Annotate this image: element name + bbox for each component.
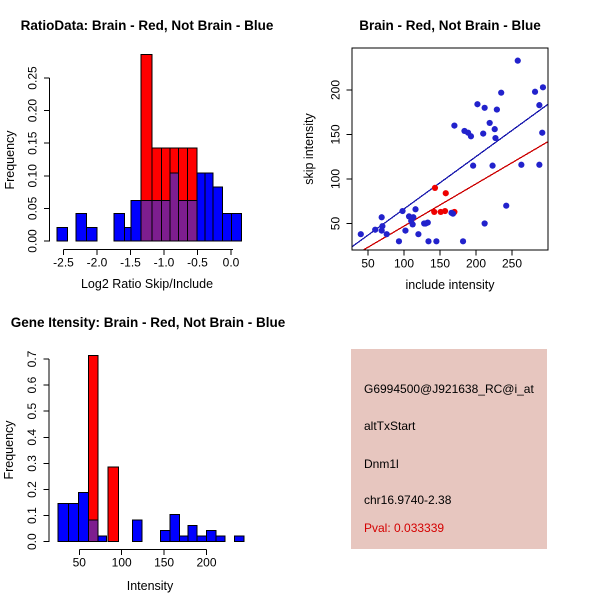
x-tick-label: -1.5 xyxy=(120,255,141,270)
y-tick-label: 0.3 xyxy=(25,455,39,472)
not-brain-bar xyxy=(216,536,225,541)
overlap-bar xyxy=(89,520,98,542)
scatter-plot xyxy=(329,48,549,271)
y-tick-label: 0.00 xyxy=(25,229,40,253)
intensity-scatter-panel xyxy=(300,0,600,300)
brain-point xyxy=(432,185,438,191)
scatter-title: Brain - Red, Not Brain - Blue xyxy=(359,18,541,33)
not-brain-point xyxy=(503,203,509,209)
x-tick-label: 200 xyxy=(465,256,487,271)
ratio-hist-ylabel: Frequency xyxy=(3,130,17,190)
x-tick-label: 50 xyxy=(72,555,86,570)
y-tick-label: 150 xyxy=(328,124,343,145)
y-tick-label: 0.25 xyxy=(25,66,40,90)
y-tick-label: 200 xyxy=(328,79,343,101)
event-type: altTxStart xyxy=(364,419,416,433)
not-brain-point xyxy=(482,220,488,226)
not-brain-bar xyxy=(170,515,179,542)
not-brain-point xyxy=(415,231,421,237)
not-brain-point xyxy=(451,123,457,129)
x-tick-label: -2.5 xyxy=(53,255,74,270)
not-brain-bar xyxy=(98,536,106,541)
overlap-bar xyxy=(141,200,152,241)
not-brain-point xyxy=(487,120,493,126)
y-tick-label: 0.6 xyxy=(25,376,39,394)
y-tick-label: 0.7 xyxy=(25,350,39,368)
overlap-bar xyxy=(152,200,161,241)
x-tick-label: -2.0 xyxy=(86,255,108,270)
x-tick-label: -1.0 xyxy=(153,255,175,270)
not-brain-point xyxy=(460,238,466,244)
scatter-xlabel: include intensity xyxy=(405,278,495,292)
scatter-content xyxy=(352,58,548,251)
y-tick-label: 0.1 xyxy=(25,507,39,524)
brain-bar xyxy=(108,467,118,542)
not-brain-bar xyxy=(133,520,142,542)
not-brain-point xyxy=(474,101,480,107)
scatter-ylabel: skip intensity xyxy=(302,113,316,185)
brain-point xyxy=(431,209,437,215)
not-brain-point xyxy=(480,131,486,137)
not-brain-point xyxy=(536,102,542,108)
y-tick-label: 100 xyxy=(328,168,343,190)
y-tick-label: 0.2 xyxy=(25,481,39,498)
not-brain-point xyxy=(482,105,488,111)
y-tick-label: 0.5 xyxy=(25,402,39,420)
pvalue: Pval: 0.033339 xyxy=(364,521,445,535)
not-brain-bar xyxy=(76,214,86,241)
not-brain-point xyxy=(372,227,378,233)
gene-hist-ylabel: Frequency xyxy=(2,420,16,480)
brain-fit-line xyxy=(363,142,548,251)
not-brain-point xyxy=(450,211,456,217)
y-tick-label: 0.15 xyxy=(25,131,40,155)
not-brain-point xyxy=(492,135,498,141)
overlap-bar xyxy=(170,173,179,241)
not-brain-point xyxy=(425,238,431,244)
y-tick-label: 0.20 xyxy=(25,98,40,123)
not-brain-point xyxy=(492,126,498,132)
not-brain-bar xyxy=(207,531,216,542)
x-tick-label: 150 xyxy=(154,555,175,570)
overlap-bar xyxy=(187,200,196,241)
y-tick-label: 0.05 xyxy=(25,196,40,221)
not-brain-point xyxy=(379,214,385,220)
gene-hist-xlabel: Intensity xyxy=(126,579,174,593)
ratio-hist-plot xyxy=(26,55,242,270)
not-brain-point xyxy=(468,133,474,139)
not-brain-point xyxy=(498,90,504,96)
x-tick-label: 50 xyxy=(361,256,375,271)
not-brain-point xyxy=(540,84,546,90)
y-tick-label: 0.0 xyxy=(25,533,39,551)
not-brain-bar xyxy=(232,214,242,241)
overlap-bar xyxy=(179,200,188,241)
ratio-hist-title: RatioData: Brain - Red, Not Brain - Blue xyxy=(20,18,274,33)
probe-id: G6994500@J921638_RC@i_at xyxy=(364,382,534,396)
ratio-hist-xlabel: Log2 Ratio Skip/Include xyxy=(80,277,214,291)
brain-point xyxy=(442,208,448,214)
y-tick-label: 0.4 xyxy=(25,428,39,446)
genomic-location: chr16.9740-2.38 xyxy=(364,493,452,507)
x-tick-label: 100 xyxy=(393,256,415,271)
x-tick-label: 100 xyxy=(111,555,132,570)
not-brain-bar xyxy=(114,214,125,241)
not-brain-point xyxy=(412,206,418,212)
brain-bar xyxy=(89,355,98,541)
not-brain-bar xyxy=(197,173,205,241)
x-tick-label: 0.0 xyxy=(222,255,240,270)
gene-symbol: Dnm1l xyxy=(364,457,399,471)
not-brain-point xyxy=(532,89,538,95)
not-brain-point xyxy=(410,221,416,227)
not-brain-bar xyxy=(222,214,231,241)
overlap-bar xyxy=(161,200,170,241)
ratio-histogram-panel xyxy=(0,0,300,300)
not-brain-point xyxy=(425,220,431,226)
not-brain-point xyxy=(410,214,416,220)
not-brain-point xyxy=(470,163,476,169)
x-tick-label: 250 xyxy=(501,256,523,271)
not-brain-point xyxy=(379,223,385,229)
y-tick-label: 50 xyxy=(328,216,343,231)
not-brain-bar xyxy=(213,187,222,241)
not-brain-point xyxy=(402,228,408,234)
not-brain-bar xyxy=(86,227,97,241)
not-brain-point xyxy=(518,162,524,168)
brain-point xyxy=(443,190,449,196)
not-brain-bar xyxy=(68,504,78,542)
not-brain-point xyxy=(539,130,545,136)
not-brain-point xyxy=(399,208,405,214)
not-brain-bar xyxy=(188,525,197,541)
not-brain-bar xyxy=(161,531,170,542)
not-brain-bar xyxy=(124,227,131,241)
not-brain-bar xyxy=(197,536,206,541)
not-brain-point xyxy=(433,238,439,244)
not-brain-point xyxy=(515,58,521,64)
not-brain-point xyxy=(358,231,364,237)
not-brain-bar xyxy=(58,504,68,542)
not-brain-point xyxy=(396,238,402,244)
not-brain-point xyxy=(494,106,500,112)
x-tick-label: -0.5 xyxy=(187,255,208,270)
y-tick-label: 0.10 xyxy=(25,164,40,188)
x-tick-label: 150 xyxy=(429,256,451,271)
gene-hist-plot xyxy=(25,350,244,569)
not-brain-point xyxy=(536,162,542,168)
gene-intensity-histogram-panel xyxy=(0,300,300,600)
not-brain-bar xyxy=(131,200,141,241)
not-brain-bar xyxy=(78,493,88,542)
not-brain-bar xyxy=(205,173,213,241)
not-brain-point xyxy=(489,163,495,169)
info-panel xyxy=(351,349,547,549)
not-brain-point xyxy=(384,231,390,237)
x-tick-label: 200 xyxy=(196,555,217,570)
gene-hist-title: Gene Itensity: Brain - Red, Not Brain - Blue xyxy=(10,315,286,330)
not-brain-bar xyxy=(234,536,243,541)
not-brain-bar xyxy=(179,536,187,541)
not-brain-bar xyxy=(57,227,68,241)
